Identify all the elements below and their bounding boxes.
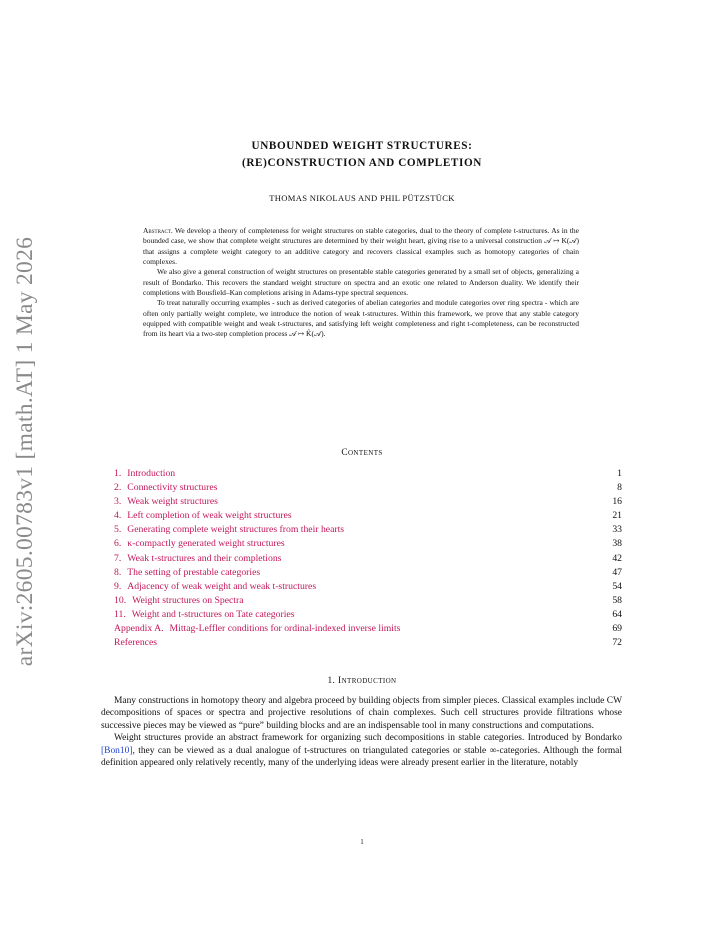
toc-entry-title: Generating complete weight structures from their hearts bbox=[127, 524, 345, 536]
toc-entry-page: 38 bbox=[612, 538, 622, 550]
paper-title bbox=[110, 138, 614, 172]
toc-entry-page: 42 bbox=[612, 552, 622, 564]
abstract-label: Abstract. bbox=[143, 226, 173, 235]
toc-entry-title: References bbox=[114, 637, 158, 649]
toc-entry-number: 5. bbox=[114, 524, 122, 536]
toc-entry-page: 8 bbox=[617, 482, 622, 494]
arxiv-identifier-text: arXiv:2605.00783v1 [math.AT] 1 May 2026 bbox=[12, 236, 39, 666]
intro-text-before-cite: Weight structures provide an abstract framework for organizing such decompositions in stable categories. Introduced by Bondarko bbox=[114, 733, 622, 744]
title-line-1: UNBOUNDED WEIGHT STRUCTURES: bbox=[251, 140, 473, 152]
toc-entry-page: 21 bbox=[612, 510, 622, 522]
toc-entry-number: 1. bbox=[114, 468, 122, 479]
toc-entry-title: Introduction bbox=[127, 468, 176, 479]
introduction-body bbox=[101, 695, 622, 770]
contents-heading: Contents bbox=[341, 448, 383, 458]
toc-entry-page: 16 bbox=[612, 496, 622, 508]
toc-entry-title: Connectivity structures bbox=[127, 482, 218, 494]
toc-entry[interactable] bbox=[114, 552, 622, 566]
toc-entry[interactable] bbox=[114, 537, 622, 551]
toc-entry-page: 58 bbox=[612, 594, 622, 606]
abstract-paragraph-1 bbox=[143, 226, 579, 267]
toc-entry-title: κ-compactly generated weight structures bbox=[127, 538, 285, 550]
toc-entry-page: 33 bbox=[612, 524, 622, 536]
abstract-paragraph-3: To treat naturally occurring examples - such as derived categories of abelian categories and module categories over ring spectra - which are often only partially weight complete, we introduce the notion of weak t-structures. Within this framework, we prove that any stable category equipped with compatible weight and weak t-structures, and satisfying left weight completeness and right t-completeness, can be reconstructed from its heart via a two-step completion process 𝒜 ↦ K̂(𝒜). bbox=[143, 298, 579, 339]
toc-entry-number: 11. bbox=[114, 608, 126, 620]
toc-entry[interactable] bbox=[114, 495, 622, 509]
intro-paragraph-1: Many constructions in homotopy theory and algebra proceed by building objects from simpler pieces. Classical examples include CW decompositions of spaces or spectra and projective resolutions of chain complexes. Such cell structures provide filtrations whose successive pieces may be viewed as “pure” building blocks and are an indispensable tool in many constructions and computations. bbox=[101, 696, 622, 731]
toc-entry[interactable] bbox=[114, 467, 622, 481]
title-line-2: (RE)CONSTRUCTION AND COMPLETION bbox=[242, 157, 482, 169]
toc-entry-number: 8. bbox=[114, 566, 122, 578]
toc-entry[interactable] bbox=[114, 481, 622, 495]
toc-entry-page: 64 bbox=[612, 608, 622, 620]
toc-entry[interactable] bbox=[114, 580, 622, 594]
toc-entry-page: 47 bbox=[612, 566, 622, 578]
toc-entry-title: Weak weight structures bbox=[127, 496, 218, 508]
toc-entry-page: 69 bbox=[612, 623, 622, 635]
toc-entry-title: Weight structures on Spectra bbox=[132, 594, 244, 606]
toc-entry-title: Weak t-structures and their completions bbox=[127, 552, 282, 564]
toc-entry-number: 7. bbox=[114, 552, 122, 564]
toc-entry[interactable] bbox=[114, 622, 622, 636]
toc-entry[interactable] bbox=[114, 636, 622, 650]
toc-entry-title: Mittag-Leffler conditions for ordinal-indexed inverse limits bbox=[169, 623, 401, 635]
toc-entry-number: 2. bbox=[114, 482, 122, 494]
toc-entry-page: 54 bbox=[612, 580, 622, 592]
toc-entry-number: 10. bbox=[114, 594, 127, 606]
abstract-paragraph-2: We also give a general construction of weight structures on presentable stable categories generated by a small set of objects, generalizing a result of Bondarko. This recovers the standard weight structure on spectra and an exotic one related to Anderson duality. We identify their completions with Bousfield–Kan completions arising in Adams-type spectral sequences. bbox=[143, 267, 579, 298]
toc-entry-title: Left completion of weak weight structures bbox=[127, 510, 292, 522]
intro-text-after-cite: , they can be viewed as a dual analogue of t-structures on triangulated categories or stable ∞-categories. Although the formal definition appeared only relatively recently, many of the underlying ideas were already present earlier in the literature, notably bbox=[101, 745, 622, 769]
intro-paragraph-2 bbox=[101, 732, 622, 769]
toc-entry-number: Appendix A. bbox=[114, 623, 164, 635]
abstract bbox=[143, 226, 579, 340]
toc-entry-title: Weight and t-structures on Tate categories bbox=[131, 608, 295, 620]
toc-entry[interactable] bbox=[114, 509, 622, 523]
toc-entry[interactable] bbox=[114, 566, 622, 580]
page-number: 1 bbox=[360, 838, 364, 846]
arxiv-identifier-stamp bbox=[4, 236, 48, 666]
table-of-contents bbox=[114, 467, 622, 650]
section-heading: 1. Introduction bbox=[327, 676, 397, 686]
toc-entry-number: 6. bbox=[114, 538, 122, 550]
toc-entry-title: The setting of prestable categories bbox=[127, 566, 261, 578]
toc-entry[interactable] bbox=[114, 594, 622, 608]
toc-entry-number: 4. bbox=[114, 510, 122, 522]
toc-entry-title: Adjacency of weak weight and weak t-structures bbox=[127, 580, 317, 592]
toc-entry[interactable] bbox=[114, 523, 622, 537]
toc-entry-number: 9. bbox=[114, 580, 122, 592]
author-list: THOMAS NIKOLAUS AND PHIL PÜTZSTÜCK bbox=[269, 193, 455, 203]
abstract-text-1: We develop a theory of completeness for weight structures on stable categories, dual to the theory of complete t-structures. As in the bounded case, we show that complete weight structures are determined by their weight heart, giving rise to a universal construction 𝒜 ↦ K(𝒜) that assigns a complete weight category to an additive category and recovers classical examples such as homotopy categories of chain complexes. bbox=[143, 226, 580, 267]
toc-entry-page: 1 bbox=[617, 468, 622, 479]
toc-entry-page: 72 bbox=[612, 637, 622, 649]
toc-entry[interactable] bbox=[114, 608, 622, 622]
toc-entry-number: 3. bbox=[114, 496, 122, 508]
citation-link[interactable]: [Bon10] bbox=[101, 745, 133, 756]
